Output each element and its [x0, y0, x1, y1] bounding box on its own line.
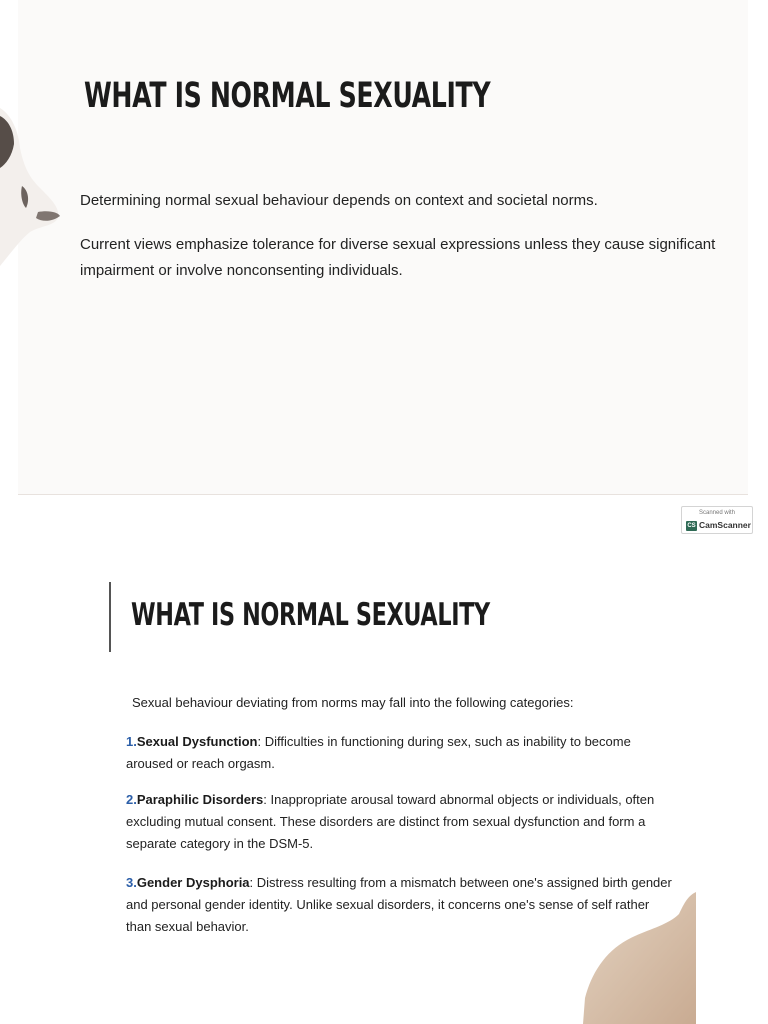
list-number: 1.: [126, 734, 137, 749]
list-term: Gender Dysphoria: [136, 875, 250, 890]
list-description: : Difficulties in functioning during sex, such as inability to become aroused or reach orgasm.: [126, 734, 631, 771]
list-number: 2.: [126, 792, 137, 807]
title-accent-bar: [109, 582, 111, 652]
camscanner-logo-icon: CS: [687, 523, 696, 529]
slide-top: [18, 0, 748, 495]
camscanner-brand: CamScanner: [699, 520, 751, 530]
scanned-with-label: Scanned with: [698, 510, 736, 516]
slide1-paragraph-1: Determining normal sexual behaviour depends on context and societal norms.: [80, 192, 598, 209]
camscanner-watermark: [681, 506, 753, 534]
thumb-intrusion-right: [583, 892, 696, 1024]
list-term: Paraphilic Disorders: [136, 792, 264, 807]
list-item-paraphilic-disorders: [126, 789, 674, 855]
list-item-sexual-dysfunction: [126, 731, 674, 775]
list-description: : Inappropriate arousal toward abnormal objects or individuals, often excluding mutual consent. These disorders are distinct from sexual dysfunction and form a separate category in the DSM-5.: [126, 792, 655, 851]
list-number: 3.: [126, 875, 137, 890]
slide1-paragraph-2: Current views emphasize tolerance for diverse sexual expressions unless they cause significant impairment or involve nonconsenting individuals.: [80, 236, 716, 279]
slide2-title: WHAT IS NORMAL SEXUALITY: [131, 597, 490, 633]
slide1-title: WHAT IS NORMAL SEXUALITY: [84, 76, 491, 116]
finger-shadow-left: [0, 108, 64, 266]
slide2-intro: Sexual behaviour deviating from norms may fall into the following categories:: [132, 695, 574, 710]
list-description: : Distress resulting from a mismatch between one's assigned birth gender and personal gender identity. Unlike sexual disorders, it concerns one's sense of self rather than sexual behavior.: [126, 875, 672, 934]
list-term: Sexual Dysfunction: [136, 734, 258, 749]
